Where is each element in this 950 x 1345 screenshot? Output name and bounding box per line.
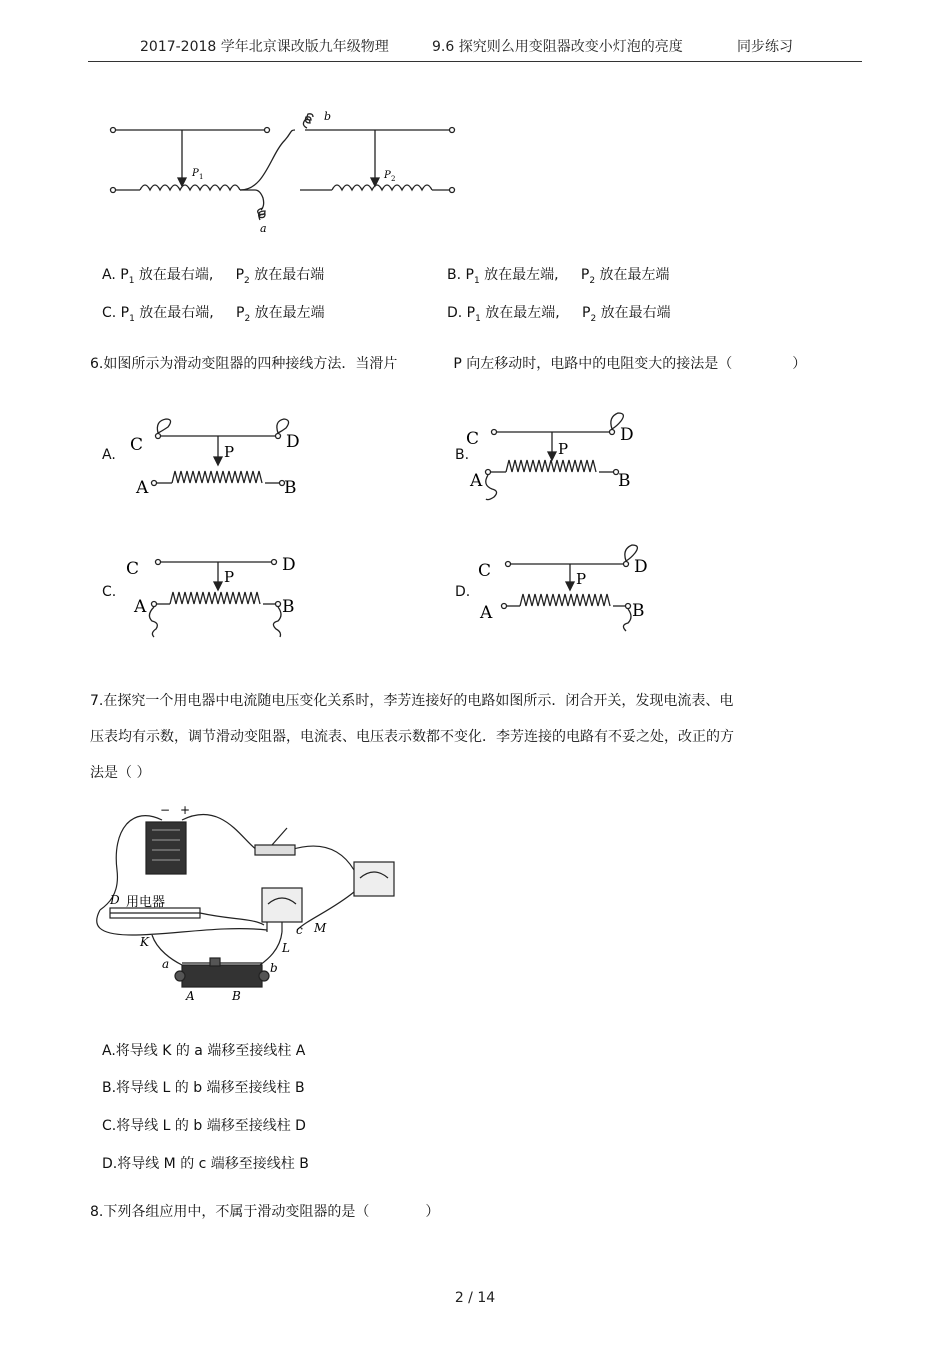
q7-label-plus: + [180, 803, 191, 817]
q7-stem-line2: 压表均有示数，调节滑动变阻器，电流表、电压表示数都不变化．李芳连接的电路有不妥之处，改正的方 [90, 729, 734, 745]
q7-label-d: D [110, 893, 120, 907]
header-rule [88, 61, 862, 62]
q6c-terminal-a: A [134, 597, 147, 617]
q6-stem: 6.如图所示为滑动变阻器的四种接线方法．当滑片 P 向左移动时，电路中的电阻变大的接法是（ ） [90, 356, 807, 372]
q7-stem-line1: 7.在探究一个用电器中电流随电压变化关系时，李芳连接好的电路如图所示．闭合开关，发现电流表、电 [90, 693, 734, 709]
q5-label-p1: P [192, 168, 199, 179]
q6a-slider-p: P [224, 443, 235, 461]
q6c-terminal-d: D [282, 555, 296, 575]
q6a-terminal-b: B [284, 478, 297, 498]
q6b-terminal-c: C [466, 429, 480, 449]
q7-option-d[interactable]: D.将导线 M 的 c 端移至接线柱 B [102, 1156, 309, 1172]
q5-label-p1-sub: 1 [199, 173, 204, 181]
header-chapter: 9.6 探究则么用变阻器改变小灯泡的亮度 [432, 39, 683, 55]
q7-option-a[interactable]: A.将导线 K 的 a 端移至接线柱 A [102, 1043, 306, 1059]
q7-label-l: L [282, 941, 290, 955]
q7-label-c: c [296, 923, 303, 937]
q6b-terminal-b: B [618, 471, 631, 491]
q6d-terminal-a: A [480, 603, 493, 623]
q7-stem-line3: 法是（ ） [90, 765, 151, 781]
q7-circuit-figure [92, 800, 412, 1010]
q5-circuit-figure [100, 100, 470, 240]
q6d-terminal-b: B [632, 601, 645, 621]
q6a-terminal-c: C [130, 435, 144, 455]
q7-label-a: a [162, 957, 170, 971]
q5-option-a[interactable]: A. $P_1$ 放在最右端, $P_2$ 放在最右端 [102, 267, 325, 286]
q6-option-d-label[interactable]: D. [455, 584, 471, 600]
q7-label-b: b [270, 961, 278, 975]
q6c-slider-p: P [224, 568, 235, 586]
q6b-terminal-a: A [470, 471, 483, 491]
q6-figure-d [474, 536, 654, 636]
q6-figure-a [128, 405, 308, 500]
q6a-terminal-d: D [286, 432, 300, 452]
q6-option-a-label[interactable]: A. [102, 447, 116, 463]
q5-label-p2-sub: 2 [391, 175, 396, 183]
q5-label-b: b [324, 110, 332, 123]
q7-label-k: K [140, 935, 149, 949]
q7-label-terminal-b: B [232, 989, 241, 1003]
q6d-terminal-d: D [634, 557, 648, 577]
q6d-terminal-c: C [478, 561, 492, 581]
q5-option-b[interactable]: B. $P_1$ 放在最左端, $P_2$ 放在最左端 [447, 267, 670, 286]
q6-option-c-label[interactable]: C. [102, 584, 117, 600]
q8-stem: 8.下列各组应用中，不属于滑动变阻器的是（ ） [90, 1204, 440, 1220]
q5-label-a: a [260, 222, 267, 235]
q6d-slider-p: P [576, 570, 587, 588]
header-type: 同步练习 [737, 39, 793, 55]
q5-option-d[interactable]: D. $P_1$ 放在最左端, $P_2$ 放在最右端 [447, 305, 671, 324]
page-number: 2 / 14 [454, 1290, 496, 1306]
q6a-terminal-a: A [136, 478, 149, 498]
q6-figure-c [124, 548, 304, 638]
q6b-slider-p: P [558, 440, 569, 458]
header-course: 2017-2018 学年北京课改版九年级物理 [140, 39, 389, 55]
q6c-terminal-c: C [126, 559, 140, 579]
q7-label-minus: − [160, 803, 171, 817]
q5-label-p2: P [384, 170, 391, 181]
q7-label-m: M [314, 921, 327, 935]
q7-option-b[interactable]: B.将导线 L 的 b 端移至接线柱 B [102, 1080, 305, 1096]
q5-option-c[interactable]: C. $P_1$ 放在最右端, $P_2$ 放在最左端 [102, 305, 325, 324]
q6-figure-b [462, 402, 642, 502]
q7-option-c[interactable]: C.将导线 L 的 b 端移至接线柱 D [102, 1118, 306, 1134]
q7-label-device: 用电器 [126, 895, 166, 910]
q6-option-b-label[interactable]: B. [455, 447, 470, 463]
q6b-terminal-d: D [620, 425, 634, 445]
q6c-terminal-b: B [282, 597, 295, 617]
q7-label-terminal-a: A [186, 989, 195, 1003]
